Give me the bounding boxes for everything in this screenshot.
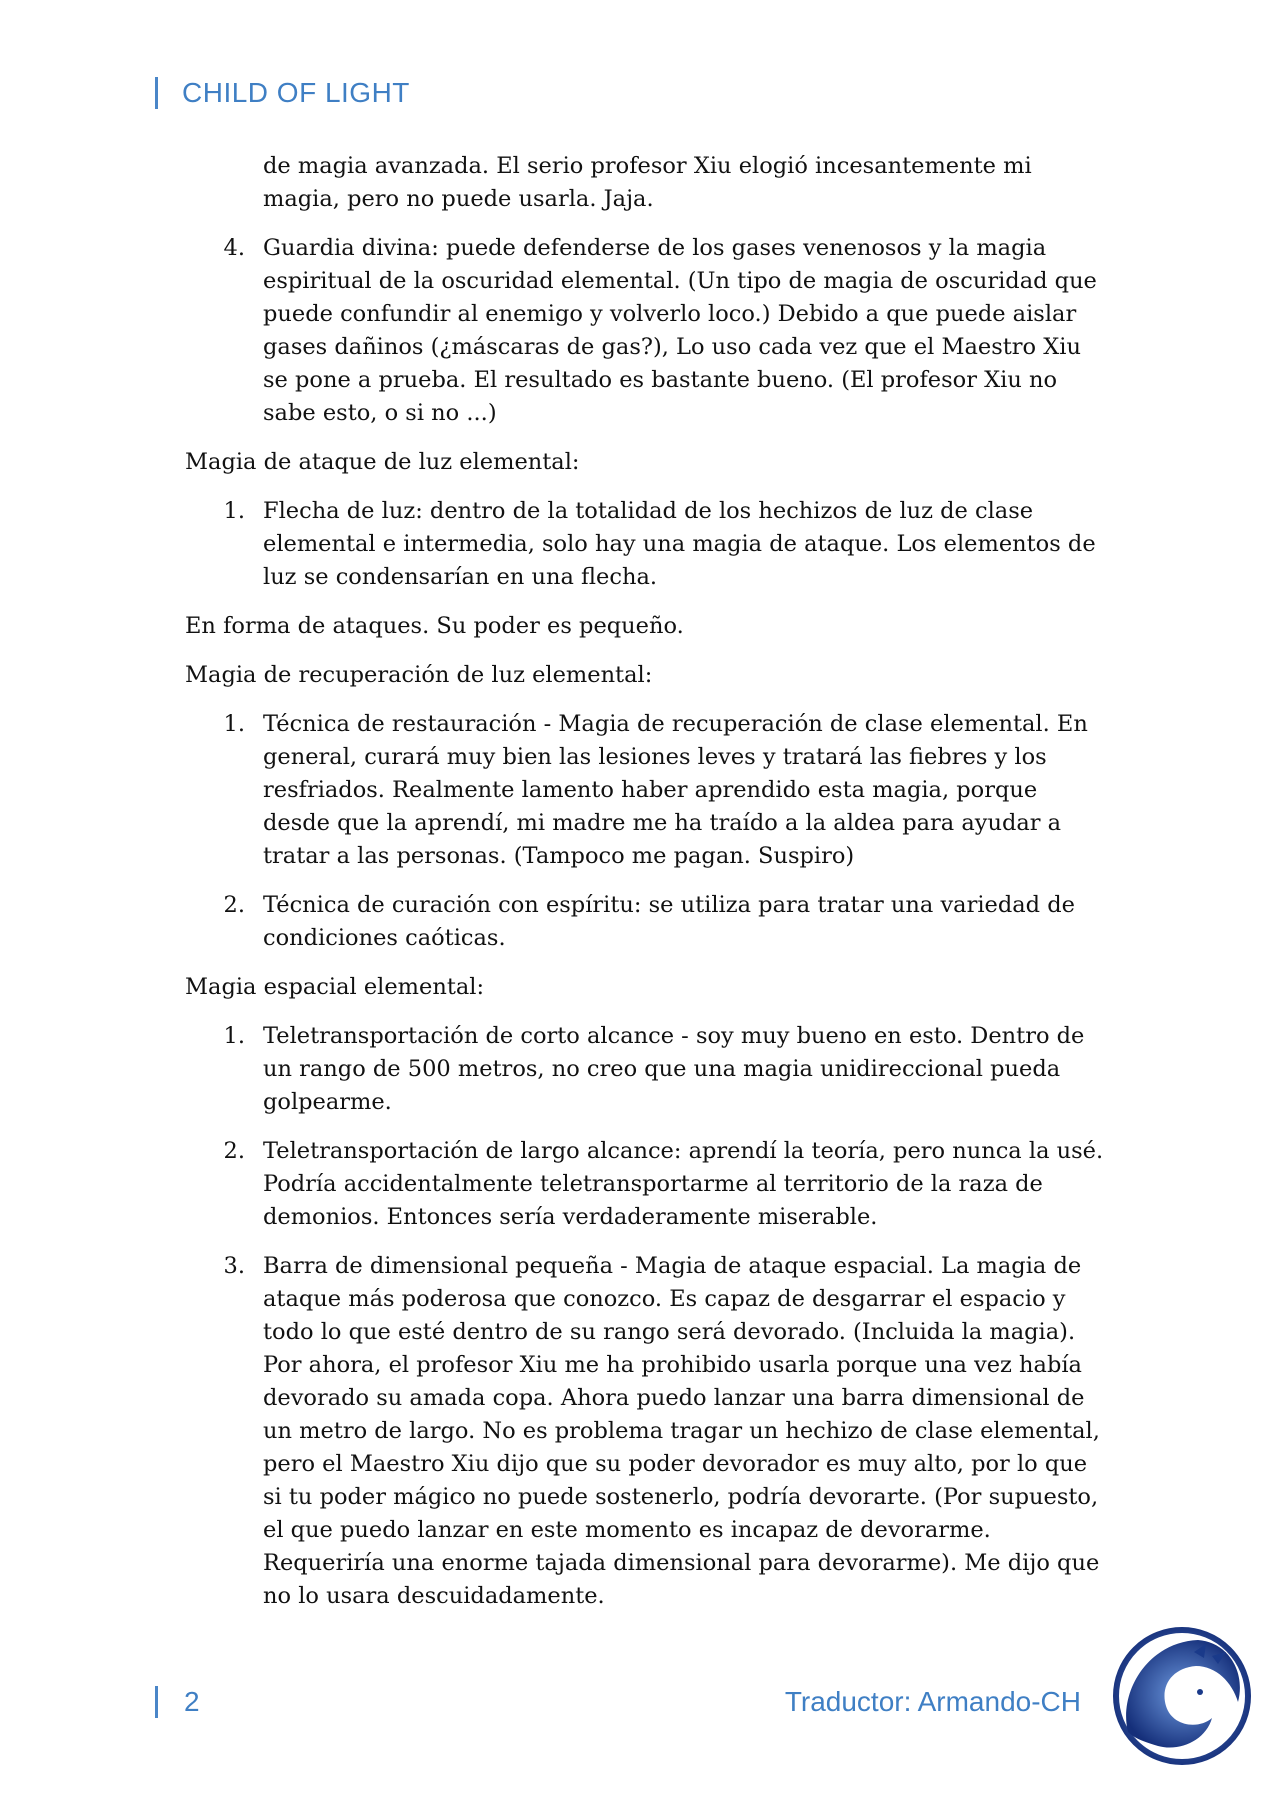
list-item bbox=[185, 889, 1105, 955]
header-title: CHILD OF LIGHT bbox=[182, 77, 410, 108]
list-item bbox=[185, 708, 1105, 873]
list-item-text: Teletransportación de corto alcance - soy muy bueno en esto. Dentro de un rango de 500 metros, no creo que una magia unidireccional pueda golpearme. bbox=[263, 1023, 1085, 1115]
list-item bbox=[185, 232, 1105, 430]
section-heading: Magia espacial elemental: bbox=[185, 974, 485, 1000]
dragon-icon bbox=[1108, 1622, 1256, 1770]
page-number: 2 bbox=[184, 1686, 200, 1717]
list-item-text: Técnica de curación con espíritu: se utiliza para tratar una variedad de condiciones caóticas. bbox=[263, 892, 1075, 951]
paragraph: En forma de ataques. Su poder es pequeño. bbox=[185, 613, 684, 639]
section-heading: Magia de recuperación de luz elemental: bbox=[185, 662, 653, 688]
list-item-text: Guardia divina: puede defenderse de los gases venenosos y la magia espiritual de la oscuridad elemental. (Un tipo de magia de oscuridad que puede confundir al enemigo y volverlo loco.) Debido a que puede aislar gases dañinos (¿máscaras de gas?), Lo uso cada vez que el Maestro Xiu se pone a prueba. El resultado es bastante bueno. (El profesor Xiu no sabe esto, o si no ...) bbox=[263, 235, 1097, 426]
page-header bbox=[155, 76, 410, 110]
list-item-number: 2. bbox=[223, 1138, 245, 1164]
section-heading: Magia de ataque de luz elemental: bbox=[185, 449, 580, 475]
list-item-text: Barra de dimensional pequeña - Magia de ataque espacial. La magia de ataque más poderosa que conozco. Es capaz de desgarrar el espacio y todo lo que esté dentro de su rango será devorado. (Incluida la magia). Por ahora, el profesor Xiu me ha prohibido usarla porque una vez había devorado su amada copa. Ahora puedo lanzar una barra dimensional de un metro de largo. No es problema tragar un hechizo de clase elemental, pero el Maestro Xiu dijo que su poder devorador es muy alto, por lo que si tu poder mágico no puede sostenerlo, podría devorarte. (Por supuesto, el que puedo lanzar en este momento es incapaz de devorarme. Requeriría una enorme tajada dimensional para devorarme). Me dijo que no lo usara descuidadamente. bbox=[263, 1253, 1100, 1609]
list-item bbox=[185, 495, 1105, 594]
page-body bbox=[185, 150, 1105, 1629]
list-item bbox=[185, 1250, 1105, 1613]
list-item-text: Flecha de luz: dentro de la totalidad de los hechizos de luz de clase elemental e intermedia, solo hay una magia de ataque. Los elementos de luz se condensarían en una flecha. bbox=[263, 498, 1096, 590]
translator-credit: Traductor: Armando-CH bbox=[784, 1686, 1081, 1717]
header-accent-bar bbox=[155, 77, 158, 109]
list-item-number: 1. bbox=[223, 1023, 245, 1049]
footer-accent-bar bbox=[155, 1686, 158, 1718]
list-item-number: 1. bbox=[223, 498, 245, 524]
list-item-number: 2. bbox=[223, 892, 245, 918]
list-item-text: Teletransportación de largo alcance: aprendí la teoría, pero nunca la usé. Podría accidentalmente teletransportarme al territorio de la raza de demonios. Entonces sería verdaderamente miserable. bbox=[263, 1138, 1104, 1230]
page-footer bbox=[155, 1686, 1081, 1720]
list-item-number: 3. bbox=[223, 1253, 245, 1279]
list-item bbox=[185, 1135, 1105, 1234]
list-item-text: Técnica de restauración - Magia de recuperación de clase elemental. En general, curará muy bien las lesiones leves y tratará las fiebres y los resfriados. Realmente lamento haber aprendido esta magia, porque desde que la aprendí, mi madre me ha traído a la aldea para ayudar a tratar a las personas. (Tampoco me pagan. Suspiro) bbox=[263, 711, 1088, 869]
list-item-number: 1. bbox=[223, 711, 245, 737]
list-item-number: 4. bbox=[223, 235, 245, 261]
continued-paragraph: de magia avanzada. El serio profesor Xiu elogió incesantemente mi magia, pero no puede usarla. Jaja. bbox=[263, 153, 1032, 212]
list-item bbox=[185, 1020, 1105, 1119]
